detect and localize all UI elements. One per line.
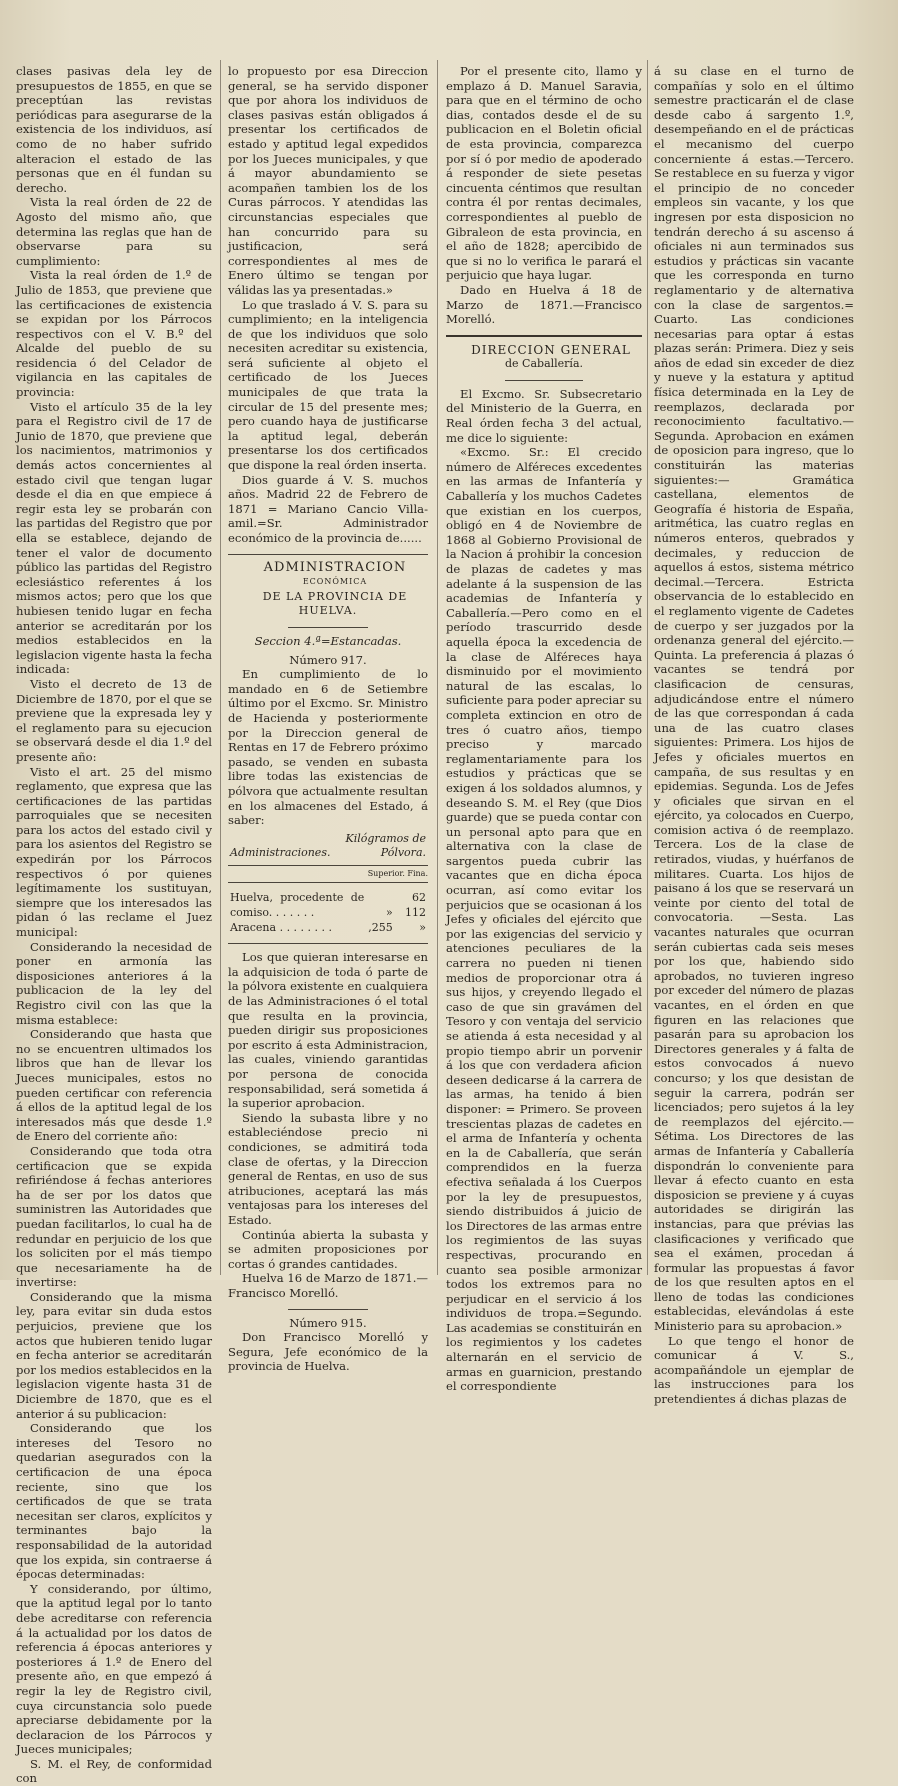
notice-number: Número 917.	[289, 652, 367, 667]
paragraph: «Excmo. Sr.: El crecido número de Alféreces excedentes en las armas de Infantería y Caballería y los muchos Cadetes que existian en los cuerpos, obligó en 4 de Noviembre de 1868 al Gobierno Provisional de la Nacion á prohibir la concesion de plazas de cadetes y mas adelante á la suspension de las academias de Infantería y Caballería.—Pero como en el período trascurrido desde aquella época la excedencia de la clase de Alféreces haya disminuido por el movimiento natural de las escalas, lo suficiente para poder apreciar su completa extincion en otro de tres ó cuatro años, tiempo preciso y marcado reglamentariamente para los estudios y prácticas que se exigen á los soldados alumnos, y deseando S. M. el Rey (que Dios guarde) que se pueda contar con un personal apto para que en alternativa con la clase de sargentos pueda cubrir las vacantes que en dicha época ocurran, así como evitar los perjuicios que se ocasionan á los Jefes y oficiales del ejército que por las exigencias del servicio y atenciones peculiares de la carrera no pueden ni tienen medios de proporcionar otra á sus hijos, y creyendo llegado el caso de que sin gravámen del Tesoro y con ventaja del servicio se atienda á esta necesidad y al propio tiempo abrir un porvenir á los que con verdadera aficion deseen dedicarse á la carrera de las armas, ha tenido á bien disponer: = Primero. Se proveen trescientas plazas de cadetes en el arma de Infantería y ochenta en la de Caballería, que serán comprendidos en la fuerza efectiva señalada á los Cuerpos por la ley de presupuestos, siendo distribuidos á juicio de los Directores de las armas entre los regimientos de las suyas respectivas, procurando en cuanto sea posible armonizar todos los extremos para no perjudicar en el servicio á los individuos de tropa.=Segundo. Las academias se constituirán en los regimientos y los cadetes alternarán en el servicio de armas en guarnicion, prestando el correspondiente	[446, 445, 642, 1394]
paragraph: Visto el art. 25 del mismo reglamento, que expresa que las certificaciones de las partidas parroquiales que se necesiten para los actos del estado civil y para los asientos del Registro se expedirán por los Párrocos respectivos ó por quienes legítimamente los sustituyan, siempre que los interesados las pidan ó las reclame el Juez municipal:	[16, 764, 212, 940]
paragraph: clases pasivas dela ley de presupuestos de 1855, en que se preceptúan las revistas periódicas para asegurarse de la existencia de los individuos, así como de no haber sufrido alteracion el estado de las personas que en él fundan su derecho.	[16, 64, 212, 195]
table-header-left: Administraciones.	[230, 846, 331, 860]
table-row	[228, 921, 428, 936]
short-divider	[505, 380, 583, 381]
section-subtitle: de Caballería.	[505, 357, 583, 371]
short-divider	[288, 1309, 368, 1310]
notice-number: Número 915.	[289, 1315, 367, 1330]
paragraph: Vista la real órden de 22 de Agosto del mismo año, que determina las reglas que han de observarse para su cumplimiento:	[16, 195, 212, 268]
paragraph: Considerando que hasta que no se encuentren ultimados los libros que han de llevar los Jueces municipales, estos no pueden certificar con referencia á ellos de la aptitud legal de los interesados más que desde 1.º de Enero del corriente año:	[16, 1027, 212, 1144]
signature-date: Huelva 16 de Marzo de 1871.— Francisco Morelló.	[228, 1271, 428, 1300]
paragraph: Dios guarde á V. S. muchos años. Madrid 22 de Febrero de 1871 = Mariano Cancio Villa-amil.=Sr. Administrador económico de la provincia de......	[228, 472, 428, 545]
section-divider	[228, 554, 428, 555]
signature-date: Dado en Huelva á 18 de Marzo de 1871.—Francisco Morelló.	[446, 282, 642, 327]
table-cell: 62 112	[405, 891, 426, 920]
table-cell: Huelva, procedente de comiso. . . . . . .	[230, 891, 365, 920]
section-title: ADMINISTRACION	[263, 559, 407, 575]
paragraph: Considerando la necesidad de poner en armonía las disposiciones anteriores á la publicacion de la ley del Registro civil con las que la misma establece:	[16, 939, 212, 1027]
table-divider	[228, 943, 428, 944]
paragraph: Considerando que toda otra certificacion que se expida refiriéndose á fechas anteriores ha de ser por los datos que suministren las Autoridades que puedan facilitarlos, lo cual ha de redundar en perjuicio de los que los soliciten por el más tiempo que necesariamente ha de invertirse:	[16, 1143, 212, 1290]
column-3	[446, 64, 642, 1394]
table-cell: Aracena . . . . . . . .	[230, 920, 333, 934]
paragraph: Los que quieran interesarse en la adquisicion de toda ó parte de la pólvora existente en cualquiera de las Administraciones ó el total que resulta en la provincia, pueden dirigir sus proposiciones por escrito á esta Administracion, las cuales, viniendo garantidas por persona de conocida responsabilidad, será sometida á la superior aprobacion.	[228, 950, 428, 1111]
table-header-right: Kilógramos de Pólvora.	[345, 831, 426, 860]
column-4	[654, 64, 854, 1407]
column-divider	[437, 60, 438, 1275]
section-divider	[446, 335, 642, 337]
table-cell: »	[386, 906, 393, 920]
column-1	[16, 64, 212, 1786]
paragraph: El Excmo. Sr. Subsecretario del Ministerio de la Guerra, en Real órden fecha 3 del actual, me dice lo siguiente:	[446, 386, 642, 445]
paragraph: lo propuesto por esa Direccion general, se ha servido disponer que por ahora los individuos de clases pasivas están obligados á presentar los certificados de estado y aptitud legal expedidos por los Jueces municipales, y que á mayor abundamiento se acompañen tambien los de los Curas párrocos. Y atendidas las circunstancias especiales que han concurrido para su justificacion, será correspondientes al mes de Enero último se tengan por válidas las ya presentadas.»	[228, 64, 428, 297]
column-2	[228, 64, 428, 1374]
section-title: DIRECCION GENERAL	[471, 342, 631, 357]
column-divider	[220, 60, 221, 1275]
paragraph: Por el presente cito, llamo y emplazo á D. Manuel Saravia, para que en el término de ocho dias, contados desde el de su publicacion en el Boletin oficial de esta provincia, comparezca por sí ó por medio de apoderado á responder de siete pesetas cincuenta céntimos que resultan contra él por rentas decimales, correspondientes al pueblo de Gibraleon de esta provincia, en el año de 1828; apercibido de que si no lo verifica le parará el perjuicio que haya lugar.	[446, 64, 642, 283]
paragraph: Siendo la subasta libre y no estableciéndose precio ni condiciones, se admitirá toda clase de ofertas, y la Direccion general de Rentas, en uso de sus atribuciones, aceptará las más ventajosas para los intereses del Estado.	[228, 1110, 428, 1227]
section-heading: Seccion 4.ª=Estancadas.	[254, 633, 402, 648]
section-subtitle: ECONÓMICA	[302, 577, 368, 587]
paragraph: Considerando que los intereses del Tesoro no quedarian asegurados con la certificacion de una época reciente, sino que los certificados de que se trata necesitan ser claros, explícitos y terminantes bajo la responsabilidad de la autoridad que los expida, sin contraerse á épocas determinadas:	[16, 1421, 212, 1582]
paragraph: Visto el artículo 35 de la ley para el Registro civil de 17 de Junio de 1870, que previene que los nacimientos, matrimonios y demás actos concernientes al estado civil que tengan lugar desde el dia en que empiece á regir esta ley se probarán con las partidas del Registro que por ella se establece, dejando de tener el valor de documento público las partidas del Registro eclesiástico referentes á los mismos actos; pero que los que hubiesen tenido lugar en fecha anterior se acreditarán por los medios establecidos en la legislacion vigente hasta la fecha indicada:	[16, 399, 212, 677]
powder-table-body	[228, 891, 428, 935]
table-subheader: Superior. Fina.	[228, 865, 428, 884]
paragraph: Visto el decreto de 13 de Diciembre de 1870, por el que se previene que la expresada ley y el reglamento para su ejecucion se observará desde el dia 1.º del presente año:	[16, 676, 212, 764]
paragraph: Vista la real órden de 1.º de Julio de 1853, que previene que las certificaciones de existencia se expidan por los Párrocos respectivos con el V. B.º del Alcalde del pueblo de su residencia ó del Celador de vigilancia en las capitales de provincia:	[16, 268, 212, 400]
paragraph: En cumplimiento de lo mandado en 6 de Setiembre último por el Excmo. Sr. Ministro de Hacienda y posteriormente por la Direccion general de Rentas en 17 de Febrero próximo pasado, se venden en subasta libre todas las existencias de pólvora que actualmente resultan en los almacenes del Estado, á saber:	[228, 667, 428, 828]
paragraph: Lo que tengo el honor de comunicar á V. S., acompañándole un ejemplar de las instrucciones para los pretendientes á dichas plazas de	[654, 1333, 854, 1407]
paragraph: Y considerando, por último, que la aptitud legal por lo tanto debe acreditarse con referencia á la actualidad por los datos de referencia á épocas anteriores y posteriores á 1.º de Enero del presente año, en que empezó á regir la ley de Registro civil, cuya circunstancia solo puede apreciarse debidamente por la declaracion de los Párrocos y Jueces municipales;	[16, 1581, 212, 1757]
short-divider	[288, 627, 368, 628]
paragraph: Continúa abierta la subasta y se admiten proposiciones por cortas ó grandes cantidades.	[228, 1227, 428, 1271]
table-row	[228, 891, 428, 920]
column-divider	[647, 60, 648, 1275]
table-cell: »	[419, 920, 426, 934]
paragraph: S. M. el Rey, de conformidad con	[16, 1756, 212, 1786]
paragraph: á su clase en el turno de compañías y solo en el último semestre practicarán el de clase desde cabo á sargento 1.º, desempeñando en el de prácticas el mecanismo del cuerpo concerniente á estas.—Tercero. Se restablece en su fuerza y vigor el principio de no conceder empleos sin vacante, y los que ingresen por esta disposicion no tendrán derecho á su ascenso á oficiales ni aun terminados sus estudios y prácticas sin vacante que les corresponda en turno reglamentario y de alternativa con la clase de sargentos.= Cuarto. Las condiciones necesarias para optar á estas plazas serán: Primera. Diez y seis años de edad sin exceder de diez y nueve y la estatura y aptitud física determinada en la Ley de reemplazos, declarada por reconocimiento facultativo.—Segunda. Aprobacion en exámen de oposicion para ingreso, que lo constituirán las materias siguientes:— Gramática castellana, elementos de Geografía é historia de España, aritmética, las cuatro reglas en números enteros, quebrados y decimales, y reduccion de aquellos á estos, sistema métrico decimal.—Tercera. Estricta observancia de lo establecido en el reglamento vigente de Cadetes de cuerpo y ser juzgados por la ordenanza general del ejército.—Quinta. La preferencia á plazas ó vacantes se tendrá por clasificacion de censuras, adjudicándose entre el número de las que correspondan á cada una de las cuatro clases siguientes: Primera. Los hijos de Jefes y oficiales muertos en campaña, de sus resultas y en epidemias. Segunda. Los de Jefes y oficiales que sirvan en el ejército, ya colocados en Cuerpo, comision activa ó de reemplazo. Tercera. Los de la clase de retirados, viudas, y huérfanos de militares. Cuarta. Los hijos de paisano á los que se reservará un veinte por ciento del total de convocatoria. —Sesta. Las vacantes naturales que ocurran serán cubiertas cada seis meses por los que, habiendo sido aprobados, no tuvieren ingreso por exceder del número de plazas vacantes, en el órden en que figuren en las relaciones que pasarán para su aprobacion los Directores generales y á falta de estos convocados á nuevo concurso; y los que desistan de seguir la carrera, podrán ser licenciados; pero sujetos á la ley de reemplazos del ejército.—Sétima. Los Directores de las armas de Infantería y Caballería dispondrán lo conveniente para llevar á efecto cuanto en esta disposicion se previene y á cuyas autoridades se dirigirán las instancias, para que prévias las clasificaciones y verificado que sea el exámen, procedan á formular las propuestas á favor de los que resulten aptos en el lleno de todas las condiciones establecidas, elevándolas á este Ministerio para su aprobacion.»	[654, 64, 854, 1334]
paragraph: Lo que traslado á V. S. para su cumplimiento; en la inteligencia de que los individuos que solo necesiten acreditar su existencia, será suficiente al objeto el certificado de los Jueces municipales de que trata la circular de 15 del presente mes; pero cuando haya de justificarse la aptitud legal, deberán presentarse los dos certificados que dispone la real órden inserta.	[228, 297, 428, 473]
paragraph: Don Francisco Morelló y Segura, Jefe económico de la provincia de Huelva.	[228, 1330, 428, 1374]
powder-table	[228, 832, 428, 861]
paragraph: Considerando que la misma ley, para evitar sin duda estos perjuicios, previene que los actos que hubieren tenido lugar en fecha anterior se acreditarán por los medios establecidos en la legislacion vigente hasta 31 de Diciembre de 1870, que es el anterior á su publicacion:	[16, 1289, 212, 1421]
table-cell: ,255	[368, 920, 393, 934]
section-subtitle: DE LA PROVINCIA DE HUELVA.	[262, 589, 408, 618]
